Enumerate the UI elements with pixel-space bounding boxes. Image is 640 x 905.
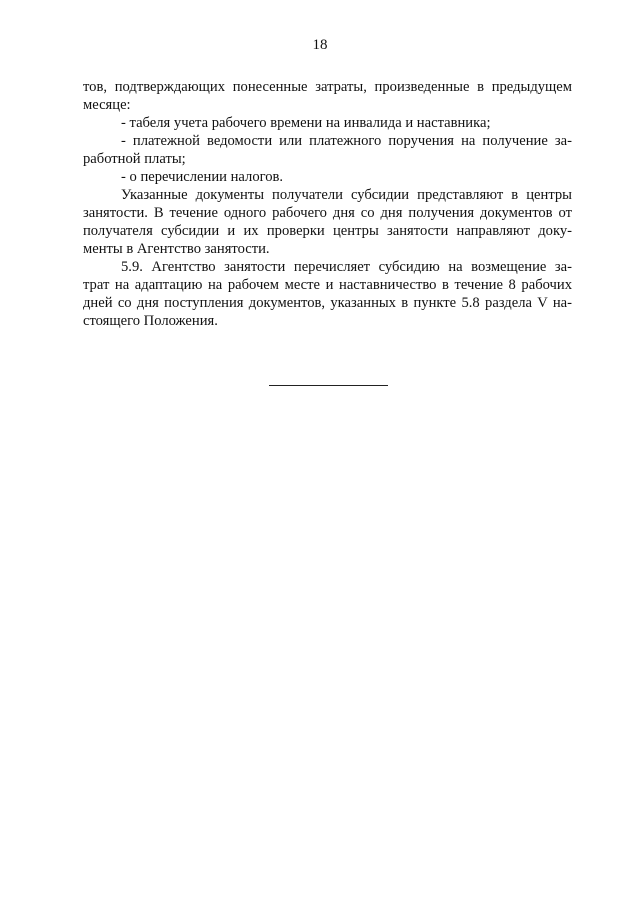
paragraph-5-9 [83, 258, 572, 330]
text-line: - о перечислении налогов. [121, 169, 284, 185]
text-line: месяце: [83, 97, 131, 113]
text-line: получателя субсидии и их проверки центры занятости направляют доку- [83, 223, 572, 239]
text-line: - табеля учета рабочего времени на инвалида и наставника; [121, 115, 491, 131]
list-item-taxes [83, 168, 572, 186]
text-line: занятости. В течение одного рабочего дня со дня получения документов от [83, 205, 572, 221]
text-line: работной платы; [83, 151, 186, 167]
text-line: стоящего Положения. [83, 313, 218, 329]
text-line: Указанные документы получатели субсидии представляют в центры [121, 187, 572, 203]
text-line: дней со дня поступления документов, указанных в пункте 5.8 раздела V на- [83, 295, 572, 311]
paragraph-documents-continuation [83, 78, 572, 114]
text-line: трат на адаптацию на рабочем месте и наставничество в течение 8 рабочих [83, 277, 572, 293]
text-line: тов, подтверждающих понесенные затраты, произведенные в предыдущем [83, 79, 572, 95]
list-item-payroll [83, 132, 572, 168]
text-line: менты в Агентство занятости. [83, 241, 270, 257]
list-item-timesheet [83, 114, 572, 132]
document-body [83, 78, 572, 330]
page-number: 18 [312, 37, 328, 53]
paragraph-submission [83, 186, 572, 258]
text-line: - платежной ведомости или платежного поручения на получение за- [121, 133, 572, 149]
text-line: 5.9. Агентство занятости перечисляет субсидию на возмещение за- [121, 259, 572, 275]
end-of-document-rule [269, 385, 388, 386]
